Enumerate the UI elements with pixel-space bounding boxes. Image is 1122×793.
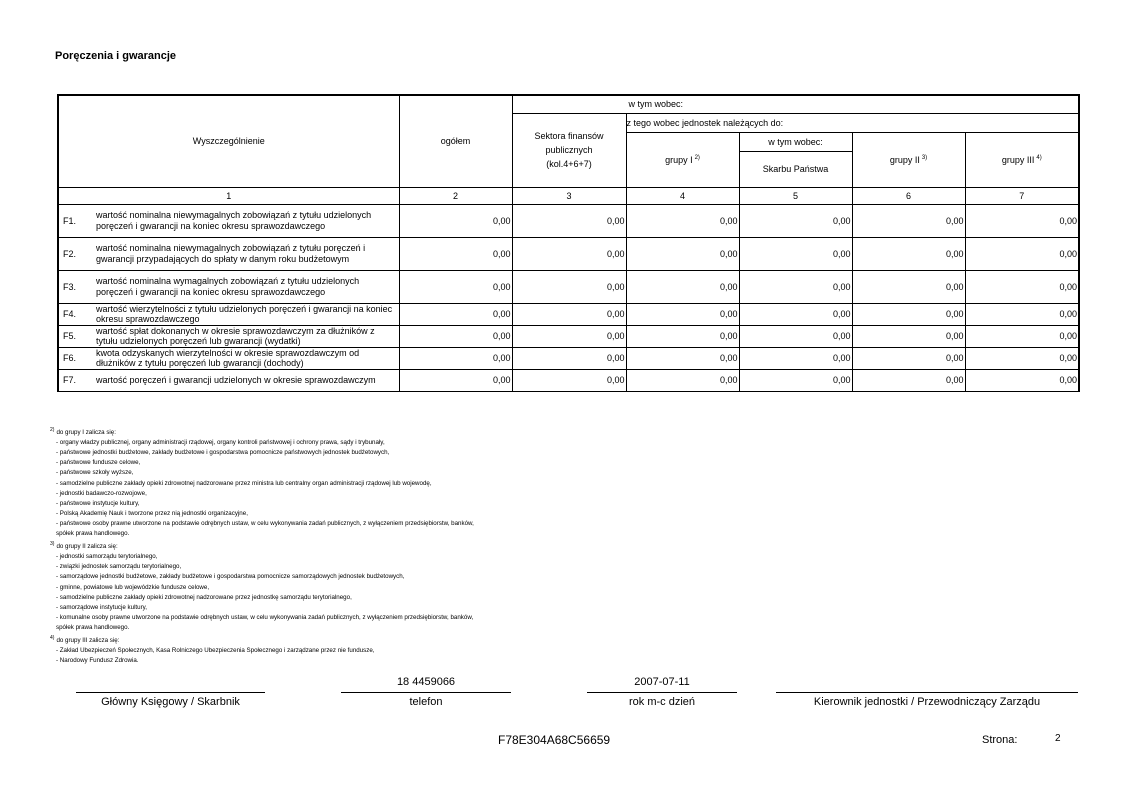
column-number-1: 1 xyxy=(58,187,399,204)
kierownik-signature-line xyxy=(776,692,1078,693)
row-value-col-4: 0,00 xyxy=(626,325,739,347)
row-value-col-2: 0,00 xyxy=(399,237,512,270)
footnote-text: - samorządowe instytucje kultury, xyxy=(56,603,148,611)
row-value-col-7: 0,00 xyxy=(965,270,1079,303)
header-of-which: z tego wobec jednostek należących do: xyxy=(626,113,1079,132)
column-number-5: 5 xyxy=(739,187,852,204)
footnote-text: - samodzielne publiczne zakłady opieki zdrowotnej nadzorowane przez ministra lub centralny organ administracji rządowej lub wojewodę, xyxy=(56,479,432,487)
header-sektor xyxy=(512,113,626,187)
footnote-line xyxy=(50,509,700,519)
footnote-text: - Polską Akademię Nauk i tworzone przez nią jednostki organizacyjne, xyxy=(56,509,248,517)
footnote-line xyxy=(50,458,700,468)
footnote-text: do grupy III zalicza się: xyxy=(56,637,120,645)
row-value-col-5: 0,00 xyxy=(739,347,852,369)
row-description: wartość wierzytelności z tytułu udzielonych poręczeń i gwarancji na koniec okresu sprawozdawczego xyxy=(94,303,399,325)
date-label: rok m-c dzień xyxy=(628,696,696,708)
footnote-marker: 3) xyxy=(50,541,55,548)
footnote-ref-2: 2) xyxy=(694,154,700,161)
table-row xyxy=(58,270,1079,303)
row-value-col-3: 0,00 xyxy=(512,347,626,369)
row-description: wartość nominalna wymagalnych zobowiązań z tytułu udzielonych poręczeń i gwarancji na koniec okresu sprawozdawczego xyxy=(94,270,399,303)
row-value-col-2: 0,00 xyxy=(399,204,512,237)
footnote-line xyxy=(50,468,700,478)
kierownik-label: Kierownik jednostki / Przewodniczący Zarządu xyxy=(813,696,1041,708)
footnote-line xyxy=(50,529,700,539)
footnote-text: - państwowe osoby prawne utworzone na podstawie odrębnych ustaw, w celu wykonywania zadań publicznych, z wyłączeniem przedsiębiorstw, banków, xyxy=(56,519,474,527)
footnote-line xyxy=(50,499,700,509)
footnote-line xyxy=(50,623,700,633)
table-row xyxy=(58,325,1079,347)
table-row xyxy=(58,204,1079,237)
footnote-heading xyxy=(50,633,700,646)
date-value: 2007-07-11 xyxy=(634,676,690,688)
footnote-heading xyxy=(50,425,700,438)
row-description: wartość nominalna niewymagalnych zobowiązań z tytułu poręczeń i gwarancji przypadających do spłaty w danym roku budżetowym xyxy=(94,237,399,270)
footnote-line xyxy=(50,552,700,562)
footnote-text: - gminne, powiatowe lub wojewódzkie fundusze celowe, xyxy=(56,583,210,591)
footnote-text: - organy władzy publicznej, organy administracji rządowej, organy kontroli państwowej i ochrony prawa, sądy i trybunały, xyxy=(56,439,385,447)
column-number-7: 7 xyxy=(965,187,1079,204)
footnote-text: - jednostki samorządu terytorialnego, xyxy=(56,553,158,561)
footnote-line xyxy=(50,438,700,448)
header-sektor-line1: Sektora finansów xyxy=(534,131,604,141)
row-description: wartość poręczeń i gwarancji udzielonych w okresie sprawozdawczym xyxy=(94,369,399,391)
footnote-line xyxy=(50,646,700,656)
page-title: Poręczenia i gwarancje xyxy=(55,50,177,62)
footnote-line xyxy=(50,572,700,582)
footnote-text: - komunalne osoby prawne utworzone na podstawie odrębnych ustaw, w celu wykonywania zadań publicznych, z wyłączeniem przedsiębiorstw, banków, xyxy=(56,613,474,621)
footnote-text: - jednostki badawczo-rozwojowe, xyxy=(56,489,147,497)
footnote-text: - państwowe instytucje kultury, xyxy=(56,499,140,507)
footnote-line xyxy=(50,593,700,603)
table-body xyxy=(58,204,1079,391)
row-value-col-3: 0,00 xyxy=(512,303,626,325)
header-in-that xyxy=(512,95,1079,113)
footnote-line xyxy=(50,519,700,529)
header-in-that-2: w tym wobec: xyxy=(739,132,852,151)
row-description: wartość spłat dokonanych w okresie sprawozdawczym za dłużników z tytułu udzielonych poręczeń lub gwarancji (wydatki) xyxy=(94,325,399,347)
footnote-line xyxy=(50,656,700,666)
header-grupa-2 xyxy=(852,132,965,187)
footnote-text: - Zakład Ubezpieczeń Społecznych, Kasa Rolniczego Ubezpieczenia Społecznego i zarządzane przez nie fundusze, xyxy=(56,647,375,655)
row-value-col-5: 0,00 xyxy=(739,325,852,347)
row-value-col-5: 0,00 xyxy=(739,204,852,237)
row-value-col-7: 0,00 xyxy=(965,347,1079,369)
row-code: F2. xyxy=(58,237,94,270)
footnote-line xyxy=(50,603,700,613)
footnotes xyxy=(50,425,700,666)
header-grupa-1 xyxy=(626,132,739,187)
row-value-col-7: 0,00 xyxy=(965,204,1079,237)
row-value-col-6: 0,00 xyxy=(852,270,965,303)
row-value-col-6: 0,00 xyxy=(852,347,965,369)
footnote-marker: 4) xyxy=(50,635,55,641)
row-value-col-7: 0,00 xyxy=(965,369,1079,391)
row-value-col-4: 0,00 xyxy=(626,204,739,237)
row-value-col-5: 0,00 xyxy=(739,369,852,391)
row-code: F6. xyxy=(58,347,94,369)
row-value-col-5: 0,00 xyxy=(739,303,852,325)
row-value-col-3: 0,00 xyxy=(512,237,626,270)
footnote-text: - samodzielne publiczne zakłady opieki zdrowotnej nadzorowane przez jednostkę samorządu terytorialnego, xyxy=(56,593,352,601)
row-value-col-6: 0,00 xyxy=(852,369,965,391)
table-row xyxy=(58,237,1079,270)
row-value-col-4: 0,00 xyxy=(626,270,739,303)
row-value-col-7: 0,00 xyxy=(965,237,1079,270)
row-value-col-5: 0,00 xyxy=(739,270,852,303)
phone-line xyxy=(341,692,511,693)
column-number-6: 6 xyxy=(852,187,965,204)
table-row xyxy=(58,303,1079,325)
page-number: 2 xyxy=(1055,733,1061,744)
row-value-col-5: 0,00 xyxy=(739,237,852,270)
footnote-text: do grupy I zalicza się: xyxy=(56,429,116,437)
guarantees-table xyxy=(57,94,1080,392)
footnote-line xyxy=(50,479,700,489)
header-sektor-line3: (kol.4+6+7) xyxy=(546,159,592,169)
header-grupa-1-label: grupy I xyxy=(665,154,693,165)
row-value-col-7: 0,00 xyxy=(965,303,1079,325)
column-number-2: 2 xyxy=(399,187,512,204)
header-grupa-3 xyxy=(965,132,1079,187)
page-label: Strona: xyxy=(982,734,1018,746)
column-number-3: 3 xyxy=(512,187,626,204)
footnote-text: spółek prawa handlowego. xyxy=(56,530,130,537)
row-value-col-2: 0,00 xyxy=(399,270,512,303)
row-code: F1. xyxy=(58,204,94,237)
table-row xyxy=(58,369,1079,391)
phone-value: 18 4459066 xyxy=(396,676,456,688)
footnote-line xyxy=(50,489,700,499)
footnote-line xyxy=(50,583,700,593)
footnote-text: do grupy II zalicza się: xyxy=(56,543,118,551)
row-value-col-4: 0,00 xyxy=(626,237,739,270)
header-grupa-2-label: grupy II xyxy=(889,154,920,165)
row-code: F5. xyxy=(58,325,94,347)
row-value-col-2: 0,00 xyxy=(399,347,512,369)
footnote-text: - Narodowy Fundusz Zdrowia. xyxy=(56,657,139,665)
footnote-marker: 2) xyxy=(50,427,55,433)
date-line xyxy=(587,692,737,693)
footnote-ref-4: 4) xyxy=(1036,154,1042,161)
footnote-text: spółek prawa handlowego. xyxy=(56,623,130,631)
footnote-line xyxy=(50,562,700,572)
ksiegowy-label: Główny Księgowy / Skarbnik xyxy=(101,696,240,708)
header-grupa-3-label: grupy III xyxy=(1001,154,1035,165)
ksiegowy-signature-line xyxy=(76,692,265,693)
row-description: kwota odzyskanych wierzytelności w okresie sprawozdawczym od dłużników z tytułu poręczeń lub gwarancji (dochody) xyxy=(94,347,399,369)
row-value-col-7: 0,00 xyxy=(965,325,1079,347)
document-code: F78E304A68C56659 xyxy=(498,733,611,747)
row-code: F3. xyxy=(58,270,94,303)
row-value-col-6: 0,00 xyxy=(852,303,965,325)
footnote-text: - związki jednostek samorządu terytorialnego, xyxy=(56,563,182,571)
header-ogolem: ogółem xyxy=(399,95,512,187)
footnote-text: - państwowe fundusze celowe, xyxy=(56,459,141,467)
row-value-col-3: 0,00 xyxy=(512,325,626,347)
footnote-heading xyxy=(50,539,700,552)
row-value-col-3: 0,00 xyxy=(512,369,626,391)
row-value-col-6: 0,00 xyxy=(852,325,965,347)
footnote-ref-3: 3) xyxy=(921,154,928,161)
table-row xyxy=(58,347,1079,369)
row-description: wartość nominalna niewymagalnych zobowiązań z tytułu udzielonych poręczeń i gwarancji na koniec okresu sprawozdawczego xyxy=(94,204,399,237)
row-value-col-3: 0,00 xyxy=(512,204,626,237)
footnote-line xyxy=(50,448,700,458)
footnote-line xyxy=(50,613,700,623)
row-value-col-6: 0,00 xyxy=(852,237,965,270)
row-value-col-6: 0,00 xyxy=(852,204,965,237)
row-value-col-2: 0,00 xyxy=(399,369,512,391)
footnote-text: - samorządowe jednostki budżetowe, zakłady budżetowe i gospodarstwa pomocnicze samorządowych jednostek budżetowych, xyxy=(56,573,405,581)
row-value-col-4: 0,00 xyxy=(626,369,739,391)
row-value-col-2: 0,00 xyxy=(399,325,512,347)
header-wyszczegolnienie: Wyszczególnienie xyxy=(58,95,399,187)
header-sektor-line2: publicznych xyxy=(545,145,593,155)
header-in-that-label: w tym wobec: xyxy=(628,99,684,110)
row-code: F7. xyxy=(58,369,94,391)
row-value-col-3: 0,00 xyxy=(512,270,626,303)
telefon-label: telefon xyxy=(409,696,443,708)
header-skarb: Skarbu Państwa xyxy=(739,151,852,187)
row-value-col-4: 0,00 xyxy=(626,347,739,369)
footnote-text: - państwowe szkoły wyższe, xyxy=(56,469,134,477)
row-code: F4. xyxy=(58,303,94,325)
row-value-col-2: 0,00 xyxy=(399,303,512,325)
footnote-text: - państwowe jednostki budżetowe, zakłady budżetowe i gospodarstwa pomocnicze państwowych jednostek budżetowych, xyxy=(56,449,390,457)
column-number-4: 4 xyxy=(626,187,739,204)
row-value-col-4: 0,00 xyxy=(626,303,739,325)
